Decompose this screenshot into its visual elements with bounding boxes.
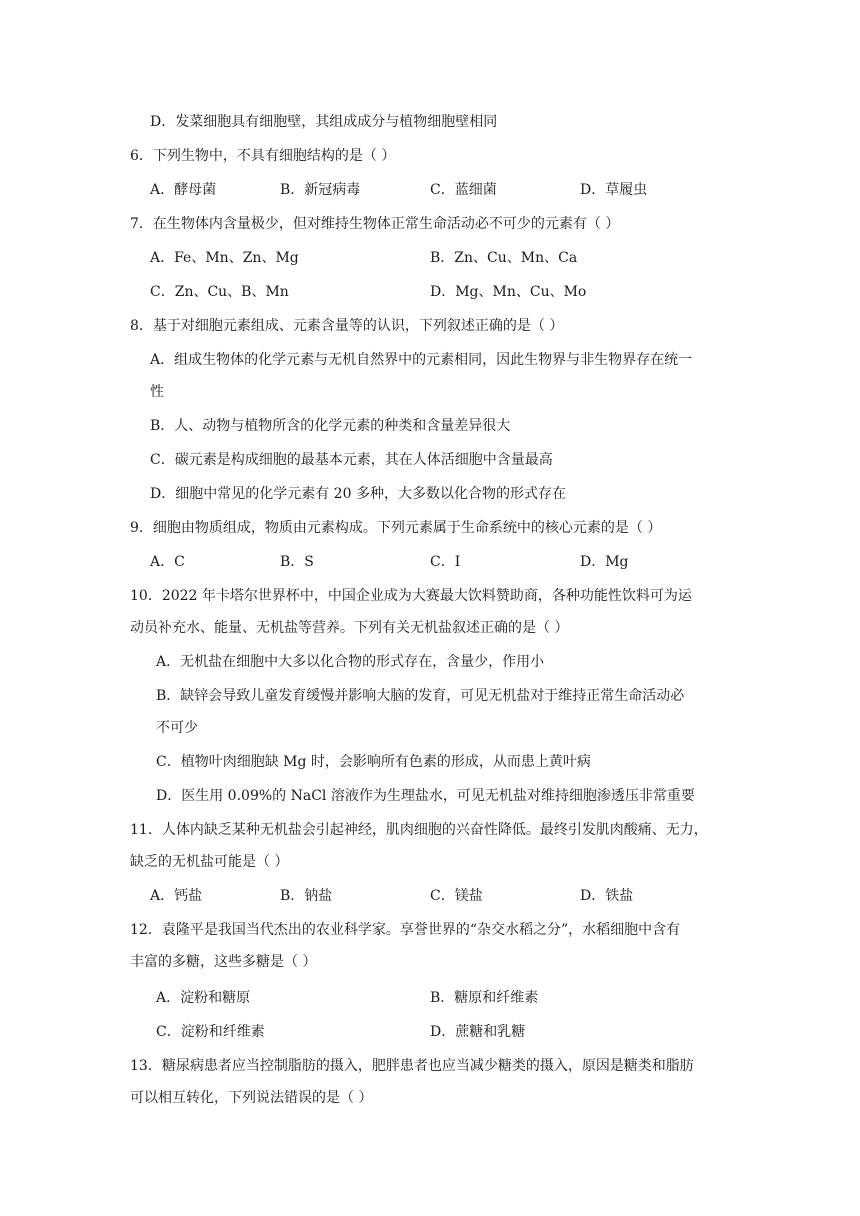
- q7-option-d: D．Mg、Mn、Cu、Mo: [430, 284, 587, 300]
- q12-option-c: C．淀粉和纤维素: [156, 1024, 265, 1040]
- q9-option-c: C．I: [430, 554, 461, 570]
- q12-stem-cont: 丰富的多糖，这些多糖是（ ）: [130, 954, 317, 970]
- q7-option-a: A．Fe、Mn、Zn、Mg: [150, 250, 299, 266]
- q10-option-b: B．缺锌会导致儿童发育缓慢并影响大脑的发育，可见无机盐对于维持正常生命活动必: [156, 688, 685, 704]
- q8-option-a: A．组成生物体的化学元素与无机自然界中的元素相同，因此生物界与非生物界存在统一: [150, 352, 693, 368]
- q12-option-d: D．蔗糖和乳糖: [430, 1024, 526, 1040]
- q8-option-b: B．人、动物与植物所含的化学元素的种类和含量差异很大: [150, 418, 511, 434]
- q8-option-c: C．碳元素是构成细胞的最基本元素，其在人体活细胞中含量最高: [150, 452, 553, 468]
- q6-option-d: D．草履虫: [580, 182, 648, 198]
- q12-stem: 12．袁隆平是我国当代杰出的农业科学家。享誉世界的“杂交水稻之分”，水稻细胞中含有: [130, 922, 681, 938]
- q10-option-a: A．无机盐在细胞中大多以化合物的形式存在，含量少，作用小: [156, 654, 545, 670]
- q8-option-a-cont: 性: [150, 384, 164, 400]
- q7-option-c: C．Zn、Cu、B、Mn: [150, 284, 289, 300]
- q11-option-d: D．铁盐: [580, 888, 634, 904]
- q13-stem: 13．糖尿病患者应当控制脂肪的摄入，肥胖患者也应当减少糖类的摄入，原因是糖类和脂肪: [130, 1058, 694, 1074]
- q10-stem: 10．2022 年卡塔尔世界杯中，中国企业成为大赛最大饮料赞助商，各种功能性饮料可为运: [130, 588, 692, 604]
- q10-stem-cont: 动员补充水、能量、无机盐等营养。下列有关无机盐叙述正确的是（ ）: [130, 620, 569, 636]
- q10-option-d: D．医生用 0.09%的 NaCl 溶液作为生理盐水，可见无机盐对维持细胞渗透压非常重要: [156, 788, 695, 804]
- q11-option-a: A．钙盐: [150, 888, 203, 904]
- q6-option-c: C．蓝细菌: [430, 182, 497, 198]
- q13-stem-cont: 可以相互转化，下列说法错误的是（ ）: [130, 1090, 373, 1106]
- q6-stem: 6．下列生物中，不具有细胞结构的是（ ）: [130, 148, 396, 164]
- q12-option-a: A．淀粉和糖原: [156, 990, 251, 1006]
- q9-option-a: A．C: [150, 554, 185, 570]
- q10-option-b-cont: 不可少: [156, 720, 198, 736]
- q7-stem: 7．在生物体内含量极少，但对维持生物体正常生命活动必不可少的元素有（ ）: [130, 216, 620, 232]
- q11-option-c: C．镁盐: [430, 888, 483, 904]
- q11-stem: 11．人体内缺乏某种无机盐会引起神经，肌肉细胞的兴奋性降低。最终引发肌肉酸痛、无力，: [130, 822, 708, 838]
- q6-option-b: B．新冠病毒: [280, 182, 361, 198]
- q9-stem: 9．细胞由物质组成，物质由元素构成。下列元素属于生命系统中的核心元素的是（ ）: [130, 520, 662, 536]
- q12-option-b: B．糖原和纤维素: [430, 990, 539, 1006]
- q11-stem-cont: 缺乏的无机盐可能是（ ）: [130, 854, 289, 870]
- q8-stem: 8．基于对细胞元素组成、元素含量等的认识，下列叙述正确的是（ ）: [130, 318, 564, 334]
- q9-option-d: D．Mg: [580, 554, 629, 570]
- q9-option-b: B．S: [280, 554, 314, 570]
- q6-option-a: A．酵母菌: [150, 182, 217, 198]
- q8-option-d: D．细胞中常见的化学元素有 20 多种，大多数以化合物的形式存在: [150, 486, 566, 502]
- q10-option-c: C．植物叶肉细胞缺 Mg 时，会影响所有色素的形成，从而患上黄叶病: [156, 754, 591, 770]
- q11-option-b: B．钠盐: [280, 888, 333, 904]
- q5-option-d: D．发菜细胞具有细胞壁，其组成成分与植物细胞壁相同: [150, 114, 498, 130]
- q7-option-b: B．Zn、Cu、Mn、Ca: [430, 250, 578, 266]
